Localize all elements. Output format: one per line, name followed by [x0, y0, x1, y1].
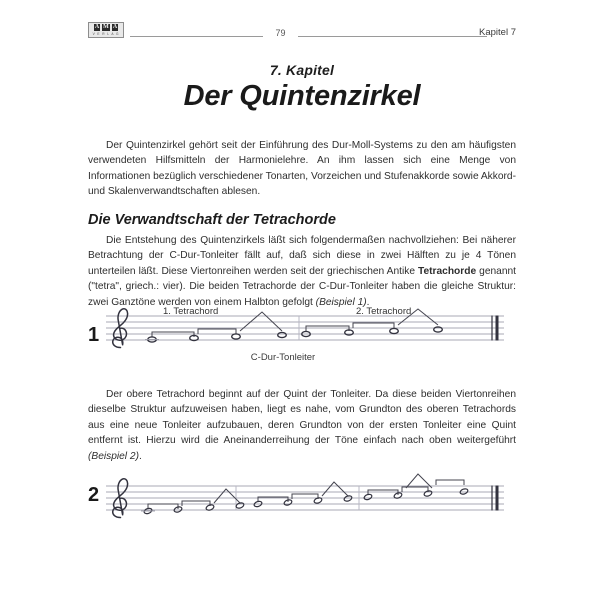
music-example-1	[88, 306, 516, 372]
header-rule-right	[298, 36, 487, 37]
section-paragraph	[88, 233, 516, 310]
third-paragraph-part1: Der obere Tetrachord beginnt auf der Quint der Tonleiter. Da diese beiden Viertonreihen dieselbe Struktur aufzuweisen haben, liegt es nahe, vom Grundton des oberen Tetrachords aus eine neue Tonleiter aufzubauen, deren Grundton von der ersten Tonleiter eine Quint entfernt ist. Hierzu wird die Aneinanderreihung der Töne einfach nach oben weitergeführt	[88, 389, 516, 447]
note-e	[232, 334, 241, 339]
staff-example-1	[106, 306, 506, 352]
logo-subtitle: V E R L A G	[92, 32, 120, 36]
note-h	[390, 328, 399, 333]
logo-letter-m: M	[103, 24, 109, 30]
page-title: Der Quintenzirkel	[183, 80, 421, 112]
publisher-logo	[88, 22, 124, 38]
third-paragraph	[88, 387, 516, 464]
third-paragraph-part2: .	[138, 450, 142, 462]
header-rule-left	[130, 36, 263, 37]
example-1-number: 1	[88, 324, 100, 346]
logo-letters	[94, 24, 118, 31]
intro-paragraph: Der Quintenzirkel gehört seit der Einführung des Dur-Moll-Systems zu den am häufigsten verwendeten Hilfsmitteln der Harmonielehre. An ihm lassen sich eine Menge von Informationen bezüglich verschiedener Tonarten, Vorzeichen und Stufenakkorde sowie Akkord- und Skalenverwandtschaften ablesen.	[88, 140, 516, 198]
logo-letter-a1: A	[94, 24, 100, 30]
reference-beispiel-2: (Beispiel 2)	[88, 450, 139, 462]
label-second-tetrachord: 2. Tetrachord	[356, 306, 412, 317]
term-tetrachorde: Tetrachorde	[418, 265, 477, 277]
staff-example-2	[106, 466, 506, 522]
example-2-number: 2	[88, 484, 100, 506]
note-f	[278, 332, 287, 337]
example-1-caption: C-Dur-Tonleiter	[250, 352, 316, 363]
logo-letter-a2: A	[112, 24, 118, 30]
label-first-tetrachord: 1. Tetrachord	[163, 306, 219, 317]
running-header	[88, 22, 516, 44]
chapter-label: Kapitel 7	[479, 27, 516, 38]
section-heading: Die Verwandtschaft der Tetrachorde	[88, 212, 336, 228]
section-paragraph-part1: Die Entstehung des Quintenzirkels läßt sich folgendermaßen nachvollziehen: Bei näherer Betrachtung der C-Dur-Tonleiter fällt auf, daß sich diese in zwei Hälften zu je 4 Tönen unterteilen läßt. Diese Viertonreihen werden seit der griechischen Antike	[88, 235, 516, 277]
reference-beispiel-1: (Beispiel 1)	[315, 296, 367, 308]
music-example-2	[88, 466, 516, 528]
section-paragraph-part3: .	[366, 296, 370, 308]
page-number: 79	[275, 28, 286, 38]
chapter-kicker: 7. Kapitel	[269, 62, 335, 78]
staff-lines	[106, 486, 504, 510]
section-paragraph-part2: genannt ("tetra", griech.: vier). Die beiden Tetrachorde der C-Dur-Tonleiter haben die gleiche Struktur: zwei Ganztöne werden von einem Halbton gefolgt	[88, 265, 516, 308]
